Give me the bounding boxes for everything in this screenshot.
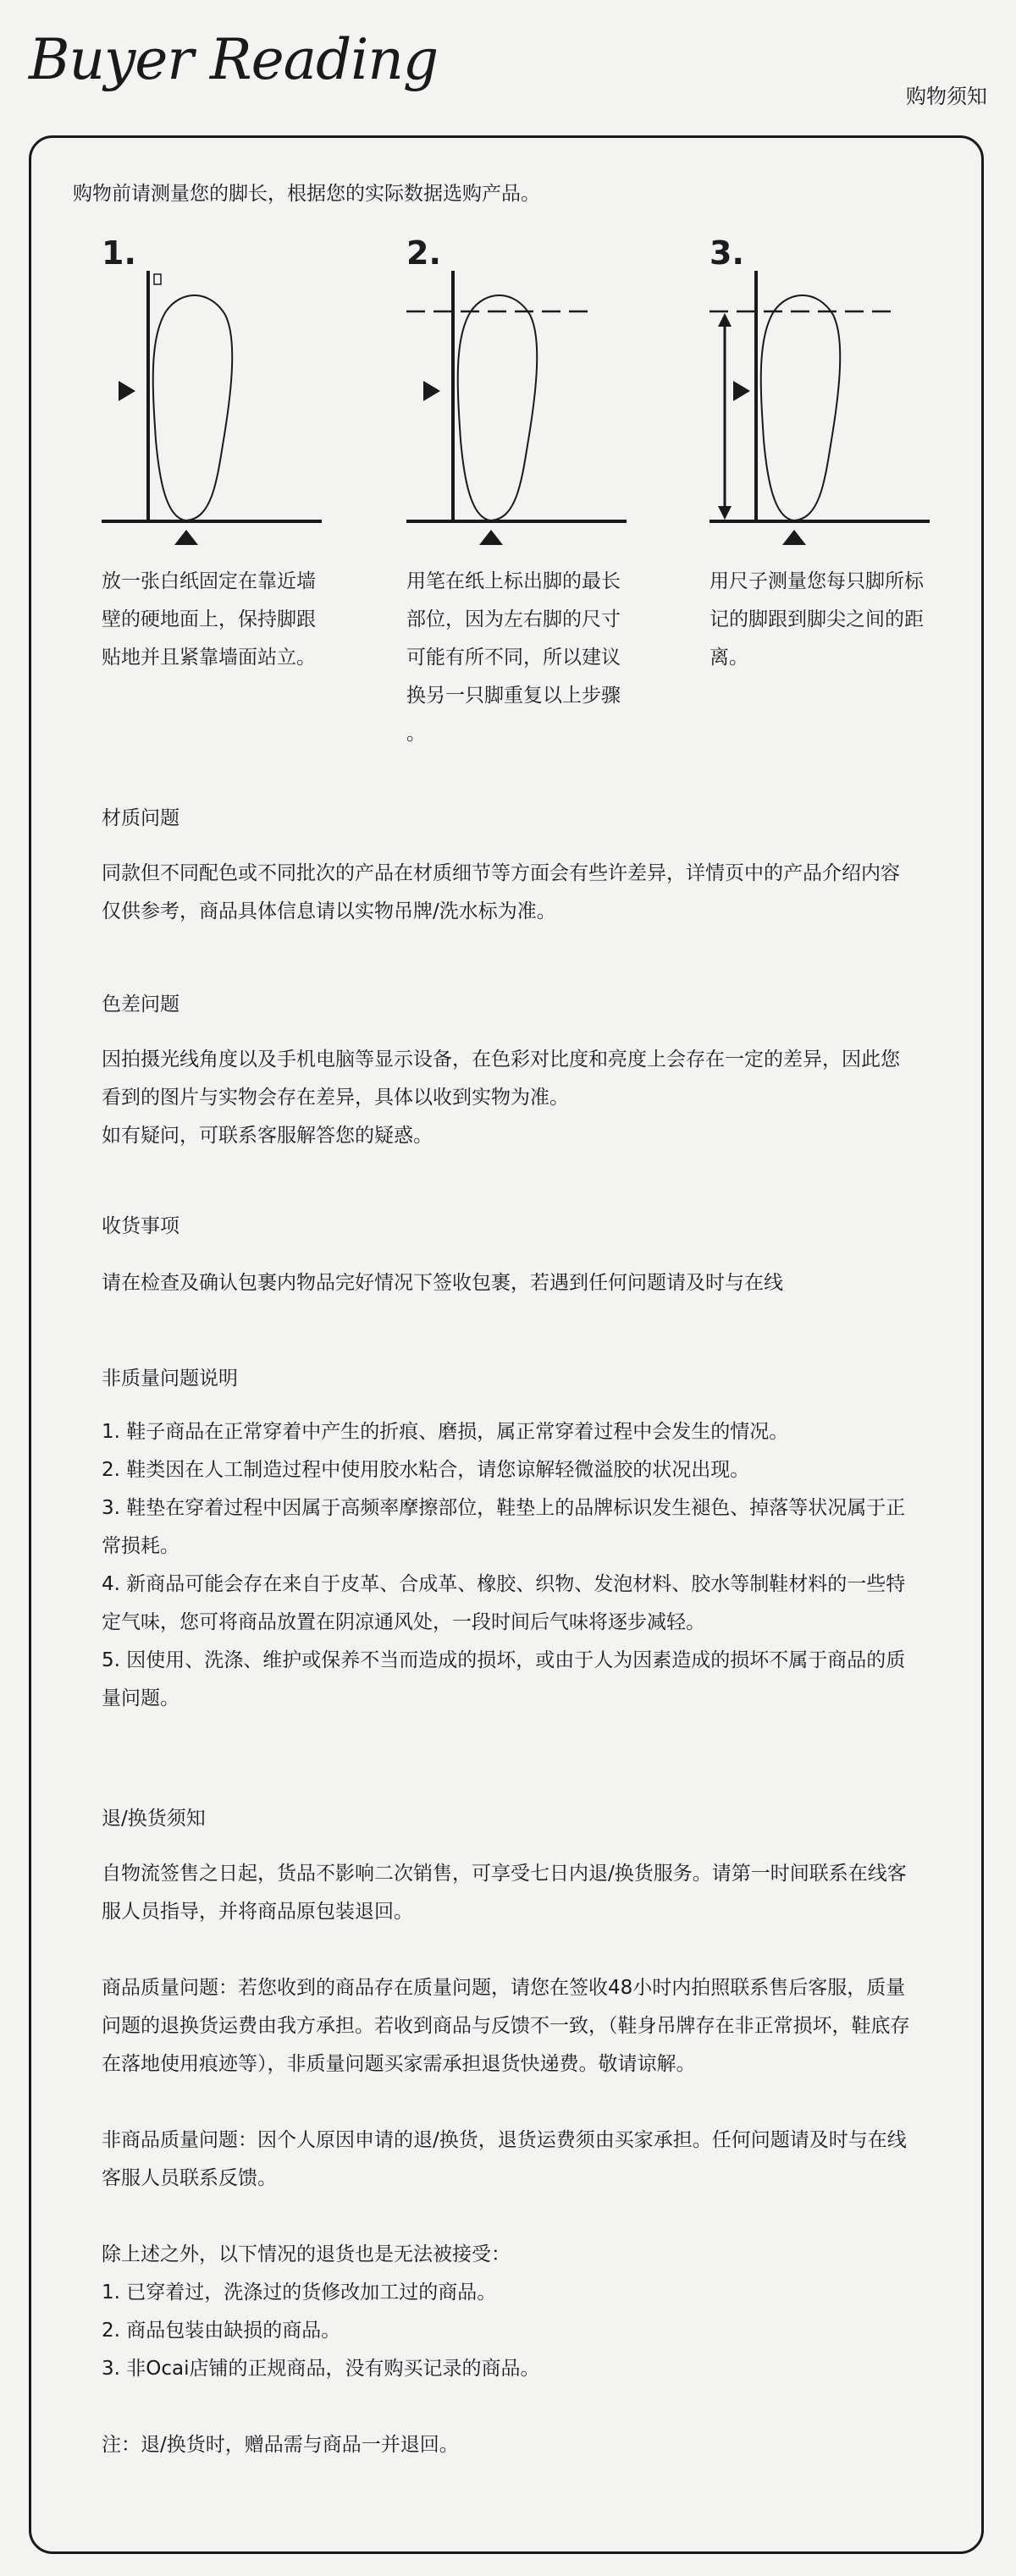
step-description: 放一张白纸固定在靠近墙壁的硬地面上，保持脚跟贴地并且紧靠墙面站立。	[102, 570, 316, 669]
list-item: 1. 已穿着过，洗涤过的货修改加工过的商品。	[102, 2282, 497, 2304]
list-item: 5. 因使用、洗涤、维护或保养不当而造成的损坏，或由于人为因素造成的损坏不属于商品的质量问题。	[102, 1649, 906, 1709]
nonquality-section-body	[102, 1413, 914, 1718]
paragraph: 因拍摄光线角度以及手机电脑等显示设备，在色彩对比度和亮度上会存在一定的差异，因此您看到的图片与实物会存在差异，具体以收到实物为准。	[102, 1049, 900, 1109]
step-number: 1.	[102, 234, 136, 272]
note: 注：退/换货时，赠品需与商品一并退回。	[102, 2434, 459, 2456]
paragraph: 请在检查及确认包裹内物品完好情况下签收包裹，若遇到任何问题请及时与在线	[102, 1272, 783, 1294]
color-section-body	[102, 1041, 914, 1155]
receive-section-body	[102, 1264, 914, 1302]
step-number: 3.	[710, 234, 744, 272]
intro-text: 购物前请测量您的脚长，根据您的实际数据选购产品。	[73, 183, 540, 205]
color-section-title: 色差问题	[102, 994, 179, 1016]
step-number: 2.	[406, 234, 441, 272]
foot-measuring-illustration	[710, 271, 930, 559]
paragraph: 同款但不同配色或不同批次的产品在材质细节等方面会有些许差异，详情页中的产品介绍内容仅供参考，商品具体信息请以实物吊牌/洗水标为准。	[102, 862, 900, 922]
list-item: 2. 商品包装由缺损的商品。	[102, 2320, 341, 2342]
material-section-body	[102, 855, 914, 931]
logo: Buyer Reading	[29, 27, 439, 92]
step-description: 用笔在纸上标出脚的最长部位，因为左右脚的尺寸可能有所不同，所以建议换另一只脚重复以上步骤 。	[406, 570, 621, 745]
nonquality-section-title: 非质量问题说明	[102, 1368, 238, 1390]
list-item: 3. 非Ocai店铺的正规商品，没有购买记录的商品。	[102, 2358, 540, 2380]
paragraph: 如有疑问，可联系客服解答您的疑惑。	[102, 1125, 433, 1147]
receive-section-title: 收货事项	[102, 1215, 179, 1237]
material-section-title: 材质问题	[102, 807, 179, 829]
foot-against-wall-illustration	[102, 271, 322, 559]
paragraph: 自物流签售之日起，货品不影响二次销售，可享受七日内退/换货服务。请第一时间联系在线客服人员指导，并将商品原包装退回。	[102, 1863, 907, 1923]
page-title: 购物须知	[906, 85, 987, 108]
paragraph: 商品质量问题：若您收到的商品存在质量问题，请您在签收48小时内拍照联系售后客服，质量问题的退换货运费由我方承担。若收到商品与反馈不一致，（鞋身吊牌存在非正常损坏，鞋底存在落地使用痕迹等），非质量问题买家需承担退货快递费。敬请谅解。	[102, 1977, 910, 2075]
list-item: 4. 新商品可能会存在来自于皮革、合成革、橡胶、织物、发泡材料、胶水等制鞋材料的一些特定气味，您可将商品放置在阴凉通风处，一段时间后气味将逐步减轻。	[102, 1573, 906, 1633]
list-item: 1. 鞋子商品在正常穿着中产生的折痕、磨损，属正常穿着过程中会发生的情况。	[102, 1421, 789, 1443]
list-item: 2. 鞋类因在人工制造过程中使用胶水粘合，请您谅解轻微溢胶的状况出现。	[102, 1459, 750, 1481]
foot-marking-illustration	[406, 271, 627, 559]
step-description: 用尺子测量您每只脚所标记的脚跟到脚尖之间的距离。	[710, 570, 924, 669]
paragraph: 非商品质量问题：因个人原因申请的退/换货，退货运费须由买家承担。任何问题请及时与在线客服人员联系反馈。	[102, 2129, 907, 2189]
returns-section-body	[102, 1855, 914, 2464]
returns-section-title: 退/换货须知	[102, 1808, 206, 1830]
list-item: 3. 鞋垫在穿着过程中因属于高频率摩擦部位，鞋垫上的品牌标识发生褪色、掉落等状况属于正常损耗。	[102, 1497, 906, 1557]
paragraph: 除上述之外，以下情况的退货也是无法被接受：	[102, 2243, 511, 2265]
